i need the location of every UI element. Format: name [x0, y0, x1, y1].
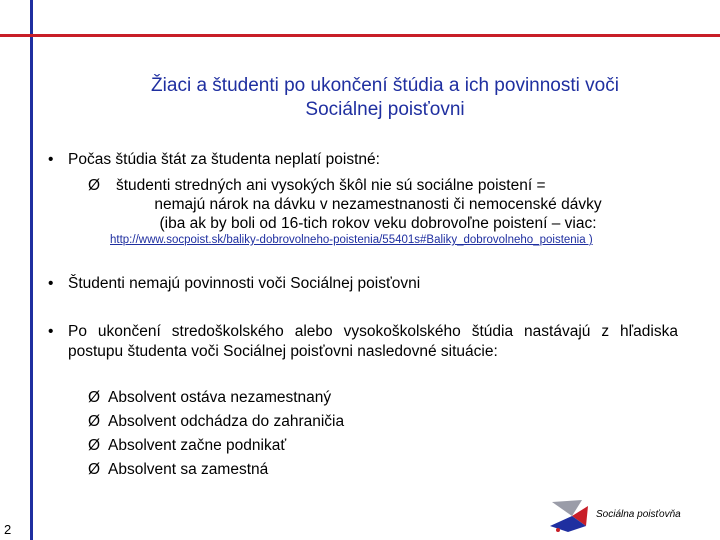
arrow-bullet-icon: Ø: [88, 177, 101, 194]
sub-bullet-not-insured: [88, 176, 668, 233]
list-item-text: Absolvent začne podnikať: [108, 437, 287, 454]
list-item: [88, 386, 344, 410]
bullet-no-obligations: [48, 274, 688, 294]
list-item-text: Absolvent odchádza do zahraničia: [108, 413, 345, 430]
arrow-bullet-icon: Ø: [88, 389, 101, 406]
bullet-marker: •: [48, 323, 54, 340]
arrow-bullet-icon: Ø: [88, 413, 101, 430]
sub-bullet-line-3: (iba ak by boli od 16-tich rokov veku dobrovoľne poistení – viac:: [159, 215, 597, 232]
list-item: [88, 434, 344, 458]
list-item: [88, 458, 344, 482]
situations-list: [88, 386, 344, 482]
arrow-bullet-icon: Ø: [88, 437, 101, 454]
left-vertical-rule: [30, 0, 33, 540]
bullet-text: Po ukončení stredoškolského alebo vysokoškolského štúdia nastávajú z hľadiska postupu študenta voči Sociálnej poisťovni nasledovné situácie:: [68, 323, 678, 360]
bullet-text: Počas štúdia štát za študenta neplatí poistné:: [68, 151, 380, 168]
bullet-study-period: [48, 150, 688, 170]
sub-bullet-line-1: študenti stredných ani vysokých škôl nie sú sociálne poistení =: [116, 177, 546, 194]
bullet-marker: •: [48, 275, 54, 292]
bullet-text: Študenti nemajú povinnosti voči Sociálnej poisťovni: [68, 275, 421, 292]
top-horizontal-rule: [0, 34, 720, 37]
slide-title-line-1: Žiaci a študenti po ukončení štúdia a ich povinnosti voči: [151, 75, 619, 96]
sub-bullet-line-2: nemajú nárok na dávku v nezamestnanosti či nemocenské dávky: [154, 196, 602, 213]
list-item: [88, 410, 344, 434]
socialna-poistovna-logo-icon: [548, 496, 592, 534]
bullet-after-graduation: [48, 322, 693, 362]
list-item-text: Absolvent sa zamestná: [108, 461, 269, 478]
page-number: 2: [4, 522, 12, 537]
slide-title: [60, 74, 710, 122]
slide-title-line-2: Sociálnej poisťovni: [305, 99, 465, 120]
voluntary-insurance-link[interactable]: http://www.socpoist.sk/baliky-dobrovolneho-poistenia/55401s#Baliky_dobrovolneho_poistenia ): [110, 234, 593, 246]
list-item-text: Absolvent ostáva nezamestnaný: [108, 389, 332, 406]
arrow-bullet-icon: Ø: [88, 461, 101, 478]
logo-label: Sociálna poisťovňa: [596, 509, 681, 520]
bullet-marker: •: [48, 151, 54, 168]
